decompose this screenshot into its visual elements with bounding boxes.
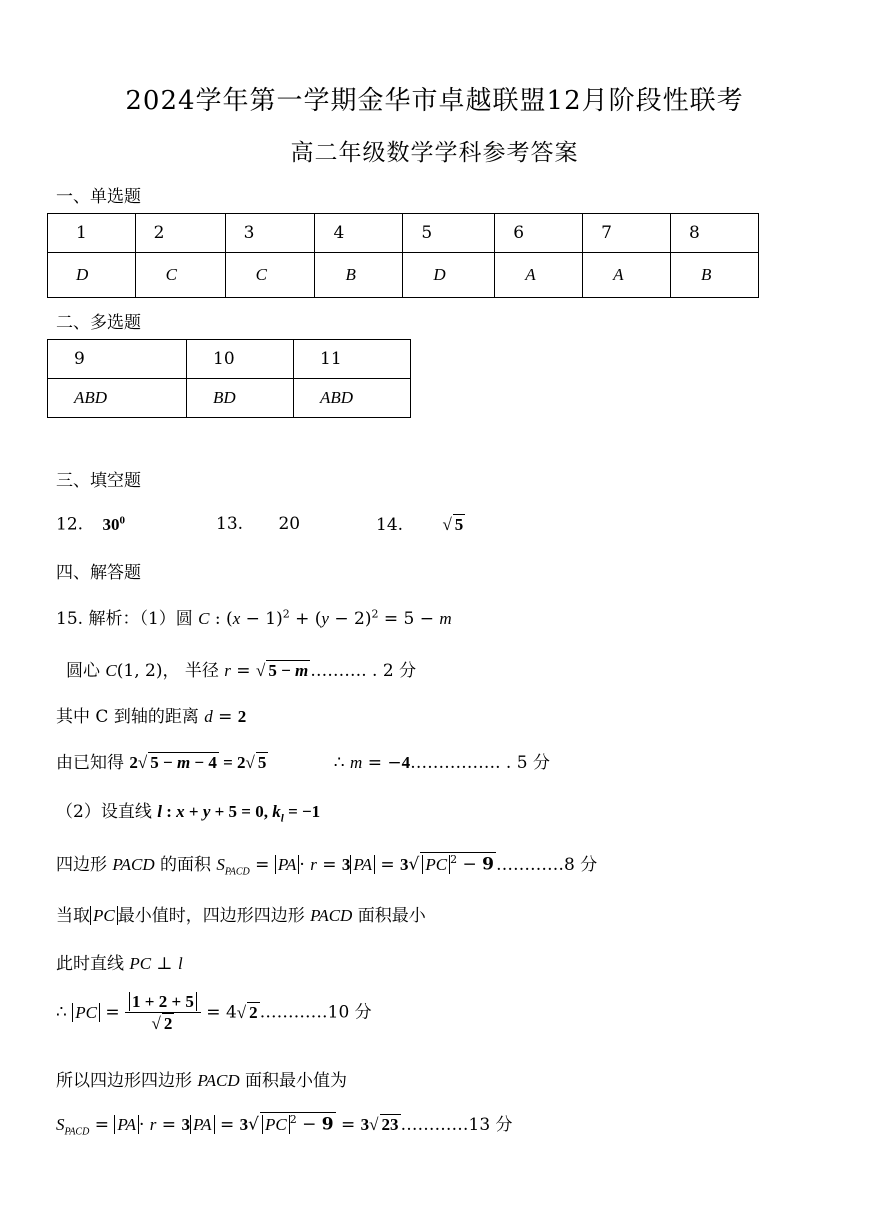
table-cell: 2 [135, 214, 225, 253]
table-cell: 11 [294, 340, 411, 379]
table-cell: 6 [495, 214, 583, 253]
table-cell: B [671, 253, 759, 298]
table-cell: 8 [671, 214, 759, 253]
table-cell: 9 [48, 340, 187, 379]
question-number: 14. [376, 515, 404, 535]
solution-line-3: 其中 C 到轴的距离 d = 2 [56, 707, 247, 727]
table-cell: BD [187, 379, 294, 418]
table-cell: ABD [294, 379, 411, 418]
solution-line-9: ∴ PC = $\frac{1 + 2 + 5}{√ 2}$ = 4√ 2 …………10 分 [56, 992, 372, 1033]
solution-line-8: 此时直线 PC ⊥ l [56, 954, 183, 974]
solution-line-10: 所以四边形四边形 PACD 面积最小值为 [56, 1071, 348, 1091]
answer-value: 20 [278, 514, 301, 534]
fill-q14 [376, 514, 465, 535]
table-cell: 7 [583, 214, 671, 253]
table-cell: B [315, 253, 403, 298]
table-cell: ABD [48, 379, 187, 418]
fill-q13 [216, 514, 300, 534]
solution-line-2: 圆心 C(1, 2)， 半径 r = √ 5 − m ………. . 2 分 [66, 661, 417, 681]
table-cell: 3 [225, 214, 315, 253]
table-cell: A [495, 253, 583, 298]
solution-line-1: 15. 解析：（1）圆 C : $(x - 1)^2 + (y - 2)^2 = 5 - m$ [56, 607, 452, 629]
section-fill-blank: 三、填空题 [56, 471, 141, 491]
table-cell: C [225, 253, 315, 298]
solution-line-6: 四边形 PACD 的面积 $S_{PACD}$ = PA · r = 3 PA = 3√ PC $^2$ − 9 …………8 分 [56, 853, 598, 878]
fill-q12 [56, 514, 125, 535]
solution-line-11: $S_{PACD}$ = PA · r = 3 PA = 3√ PC $^2$ − 9 = 3√ 23 …………13 分 [56, 1113, 513, 1138]
section-single-choice: 一、单选题 [56, 187, 141, 207]
solution-line-5: （2）设直线 l : x + y + 5 = 0, $k_l = -1$ [56, 802, 321, 825]
multi-choice-table [47, 339, 411, 418]
answer-value: $30^0$ [102, 514, 125, 534]
table-cell: 4 [315, 214, 403, 253]
single-choice-table [47, 213, 759, 298]
section-multi-choice: 二、多选题 [56, 313, 141, 333]
table-cell: D [48, 253, 136, 298]
solution-line-4: 由已知得 2√ 5 − m − 4 = 2√ 5 ∴ m = −4……………. . 5 分 [56, 753, 550, 773]
table-cell: 5 [403, 214, 495, 253]
solution-line-7: 当取 PC 最小值时，四边形四边形 PACD 面积最小 [56, 906, 426, 926]
answer-value: √ 5 [442, 515, 464, 534]
table-cell: A [583, 253, 671, 298]
exam-subtitle: 高二年级数学学科参考答案 [290, 140, 579, 166]
table-cell: C [135, 253, 225, 298]
table-cell: 1 [48, 214, 136, 253]
exam-title: 2024学年第一学期金华市卓越联盟12月阶段性联考 [125, 86, 744, 116]
table-cell: D [403, 253, 495, 298]
section-solve: 四、解答题 [56, 563, 141, 583]
table-cell: 10 [187, 340, 294, 379]
question-number: 13. [216, 514, 244, 534]
question-number: 12. [56, 514, 84, 535]
